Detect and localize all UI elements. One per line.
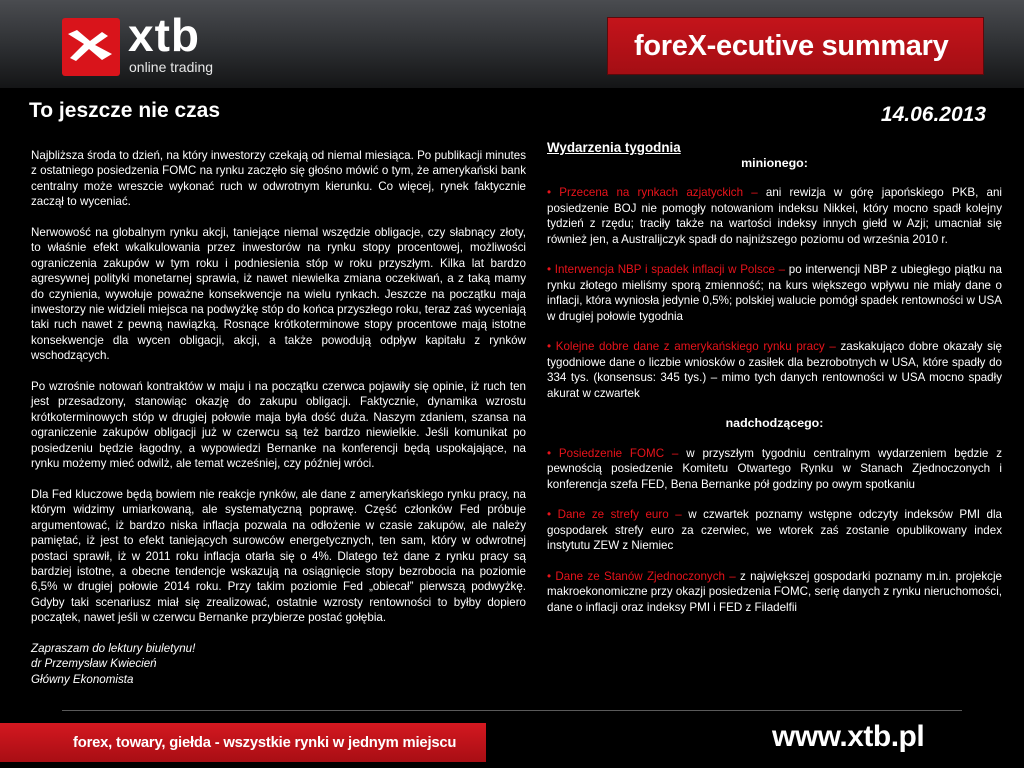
footer-url-link[interactable]: www.xtb.pl (772, 720, 925, 753)
event-item (547, 446, 1002, 492)
signature-invite: Zapraszam do lektury biuletynu! (31, 641, 196, 655)
page-title: To jeszcze nie czas (29, 99, 221, 122)
event-heading: Interwencja NBP i spadek inflacji w Polsce – (554, 263, 786, 277)
event-body: w przyszłym tygodniu centralnym wydarzeniem będzie z pewnością posiedzenie Komitetu Otwartego Rynku w Stanach Zjednoczonych i konferencja szefa FED, Bena Bernanke pół godziny po owym spotkaniu (547, 446, 1003, 491)
event-item (547, 569, 1002, 615)
paragraph-4: Dla Fed kluczowe będą bowiem nie reakcje rynków, ale dane z amerykańskiego rynku pracy, na którym widzimy umiarkowaną, ale systematyczną poprawę. Część członków Fed próbuje argumentować, iż bardzo niska inflacja pozwala na odłożenie w czasie zakupów, ale należy pamiętać, iż jest to efekt taniejących surowców energetycznych, ten sam, który w odwrotnej postaci sprawił, iż w 2011 roku inflacja otarła się o 4%. Dlatego też dane z rynku pracy są bardziej istotne, a obecne tendencje wskazują na osiągnięcie stopy bezrobocia na poziomie 6,5% w drugiej połowie 2014 roku. Przy takim poziomie Fed „obiecał” pierwszą podwyżkę. Gdyby taki scenariusz miał się zrealizować, ostatnie wzrosty rentowności to byłby dopiero początek, nawet jeśli w czerwcu Bernanke przybierze postać gołębia. (31, 487, 526, 625)
event-item (547, 262, 1002, 324)
bullet: • (547, 186, 552, 200)
bullet: • (547, 263, 552, 277)
x-logo-icon (62, 18, 120, 76)
signature-author: dr Przemysław Kwiecień (31, 657, 157, 671)
event-body: zaskakująco dobre okazały się tygodniowe dane o liczbie wniosków o zasiłek dla bezrobotnych w USA, które spadły do 334 tys. (konsensus: 345 tys.) – mimo tych danych rentowności w USA mocno spadły akurat w czwartek (547, 340, 1002, 400)
bullet: • (547, 446, 552, 460)
footer-slogan-bar (0, 723, 486, 762)
header (0, 0, 1024, 88)
next-week-label: nadchodzącego: (725, 416, 824, 431)
paragraph-1: Najbliższa środa to dzień, na który inwestorzy czekają od niemal miesiąca. Po publikacji minutes z ostatniego posiedzenia FOMC na rynku zaczęło się głośno mówić o tym, że amerykański bank centralny może wreszcie wykonać ruch w odwrotnym kierunku. Co więcej, rynek faktycznie zaczął to wyceniać. (31, 149, 526, 209)
event-body: po interwencji NBP z ubiegłego piątku na rynku złotego mieliśmy sporą zmienność; na kurs większego wpływu nie miały dane o inflacji, która wyniosła jedynie 0,5%; polskiej walucie pomógł spadek rentowności w USA w drugiej połowie tygodnia (547, 263, 1002, 323)
event-heading: Dane ze Stanów Zjednoczonych – (555, 570, 736, 584)
footer-divider (62, 710, 962, 711)
section-title: Wydarzenia tygodnia (547, 140, 681, 155)
banner-title: foreX-ecutive summary (634, 30, 949, 62)
bullet: • (547, 340, 552, 354)
footer-slogan: forex, towary, giełda - wszystkie rynki w jednym miejscu (73, 735, 457, 751)
event-heading: Dane ze strefy euro – (557, 508, 682, 522)
logo-text[interactable]: xtb (128, 9, 200, 61)
event-heading: Posiedzenie FOMC – (558, 446, 679, 460)
paragraph-3: Po wzrośnie notowań kontraktów w maju i na początku czerwca pojawiły się opinie, iż ruch ten jest przesadzony, stanowiąc okazję do zakupu obligacji. Faktycznie, dynamika wzrostu krótkoterminowych stóp w drugiej połowie maja była dość duża. Naszym zdaniem, szansa na ograniczenie zakupów obligacji już w czerwcu są też bardzo niewielkie. Jeśli komunikat po posiedzeniu będzie łagodny, a wypowiedzi Bernanke na konferencji będą uspokajające, na rynku możemy mieć odwilż, ale temat wcześniej, czy później wróci. (31, 380, 526, 471)
event-body: w czwartek poznamy wstępne odczyty indeksów PMI dla gospodarek strefy euro za czerwiec, we wtorek zaś zostanie opublikowany index instytutu ZEW z Niemiec (547, 508, 1002, 553)
event-heading: Kolejne dobre dane z amerykańskiego rynku pracy – (555, 340, 836, 354)
banner (607, 17, 984, 75)
report-date: 14.06.2013 (880, 103, 986, 126)
event-item (547, 185, 1002, 247)
signature-role: Główny Ekonomista (31, 672, 134, 686)
paragraph-2: Nerwowość na globalnym rynku akcji, taniejące niemal wszędzie obligacje, czy słabnący złoty, to właśnie efekt wkalkulowania przez inwestorów na rynku stopy procentowej, możliwości ograniczenia zakupów w tym roku i podniesienia stóp w roku przyszłym. Kilka lat bardzo agresywnej polityki monetarnej sprawia, iż nawet niewielka zmiana oczekiwań, a z taką mamy do czynienia, wywołuje poważne konsekwencje na wielu rynkach. Jeszcze na początku maja inwestorzy nie widzieli miejsca na podwyżkę stóp do końca przyszłego roku, teraz zaś wyceniają taki ruch nawet z pewną nawiązką. Rosnące krótkoterminowe stopy procentowe mają istotne konsekwencje dla wycen obligacji, akcji, a także powodują odpływ kapitału z rynków wschodzących. (31, 226, 526, 363)
bullet: • (547, 508, 552, 522)
event-heading: Przecena na rynkach azjatyckich – (559, 186, 758, 200)
xtb-logo-mark[interactable] (62, 18, 120, 76)
event-body: ani rewizja w górę japońskiego PKB, ani posiedzenie BOJ nie pomogły notowaniom indeksu Nikkei, który mocno spadł kolejny tydzień z rzędu; traciły także na wartości indeksy innych giełd w Azji; umacniał się również jen, a Australijczyk spadł do najniższego poziomu od września 2010 r. (547, 186, 1002, 246)
event-item (547, 507, 1002, 553)
past-week-label: minionego: (741, 156, 808, 170)
right-column (547, 140, 1002, 631)
event-body: z największej gospodarki poznamy m.in. projekcje makroekonomiczne przy okazji posiedzenia FOMC, serię danych z rynku nieruchomości, dane o inflacji oraz indeksy PMI i FED z Filadelfii (547, 570, 1002, 614)
bullet: • (547, 570, 552, 584)
event-item (547, 339, 1002, 401)
left-column (31, 148, 526, 687)
logo-subtitle: online trading (129, 59, 214, 75)
